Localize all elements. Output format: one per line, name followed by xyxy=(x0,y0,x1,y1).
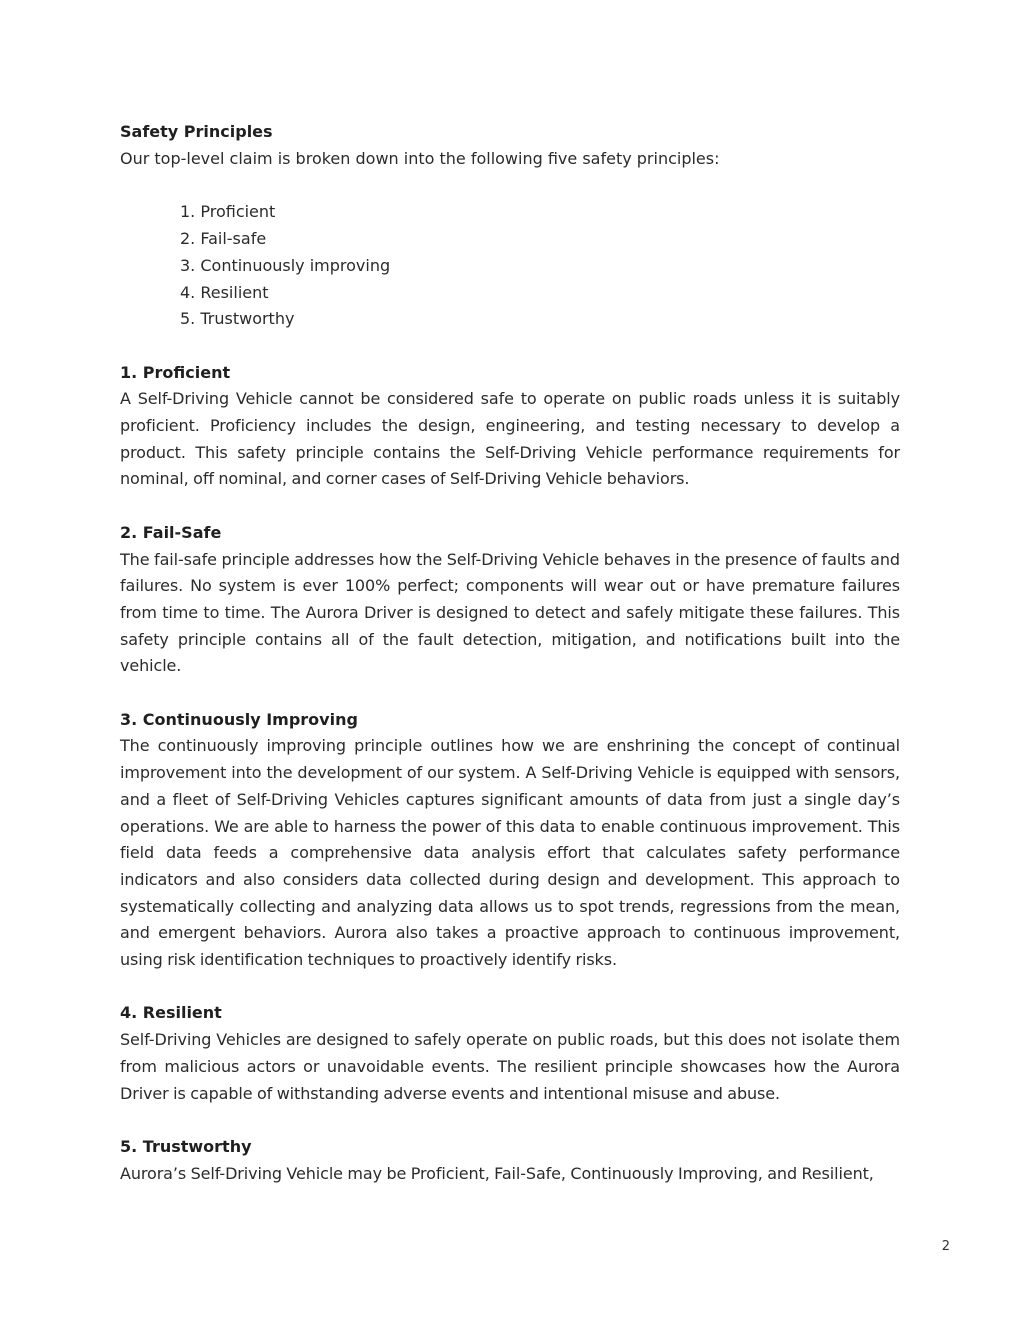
list-item: 5. Trustworthy xyxy=(180,309,295,329)
section-proficient xyxy=(120,360,900,494)
page-number: 2 xyxy=(941,1239,950,1254)
section-heading: 3. Continuously Improving xyxy=(120,709,358,729)
section-body: The continuously improving principle outlines how we are enshrining the concept of continual improvement into the development of our system. A Self-Driving Vehicle is equipped with sensors, and a fleet of Self-Driving Vehicles captures significant amounts of data from just a single day’s operations. We are able to harness the power of this data to enable continuous improvement. This field data feeds a comprehensive data analysis effort that calculates safety performance indicators and also considers data collected during design and development. This approach to systematically collecting and analyzing data allows us to spot trends, regressions from the mean, and emergent behaviors. Aurora also takes a proactive approach to continuous improvement, using risk identification techniques to proactively identify risks. xyxy=(120,736,900,970)
section-heading: 4. Resilient xyxy=(120,1003,222,1023)
section-body: The fail-safe principle addresses how the Self-Driving Vehicle behaves in the presence of faults and failures. No system is ever 100% perfect; components will wear out or have premature failures from time to time. The Aurora Driver is designed to detect and safely mitigate these failures. This safety principle contains all of the fault detection, mitigation, and notifications built into the vehicle. xyxy=(120,549,900,676)
section-continuously-improving xyxy=(120,707,900,974)
list-item: 3. Continuously improving xyxy=(180,255,391,275)
section-heading: 1. Proficient xyxy=(120,362,231,382)
section-body: A Self-Driving Vehicle cannot be considered safe to operate on public roads unless it is suitably proficient. Proficiency includes the design, engineering, and testing necessary to develop a product. This safety principle contains the Self-Driving Vehicle performance requirements for nominal, off nominal, and corner cases of Self-Driving Vehicle behaviors. xyxy=(120,389,900,489)
list-item: 1. Proficient xyxy=(180,202,276,222)
section-body: Aurora’s Self-Driving Vehicle may be Proficient, Fail-Safe, Continuously Improving, and Resilient, xyxy=(120,1163,874,1183)
list-item: 2. Fail-safe xyxy=(180,229,267,249)
intro-paragraph: Our top-level claim is broken down into the following five safety principles: xyxy=(120,148,720,168)
section-trustworthy xyxy=(120,1134,900,1187)
principles-list xyxy=(120,199,900,333)
section-fail-safe xyxy=(120,520,900,680)
list-item: 4. Resilient xyxy=(180,282,269,302)
section-resilient xyxy=(120,1000,900,1107)
section-heading: 5. Trustworthy xyxy=(120,1136,252,1156)
document-page xyxy=(120,119,900,1187)
section-title: Safety Principles xyxy=(120,122,273,141)
section-body: Self-Driving Vehicles are designed to safely operate on public roads, but this does not isolate them from malicious actors or unavoidable events. The resilient principle showcases how the Aurora Driver is capable of withstanding adverse events and intentional misuse and abuse. xyxy=(120,1030,900,1103)
section-heading: 2. Fail-Safe xyxy=(120,522,222,542)
